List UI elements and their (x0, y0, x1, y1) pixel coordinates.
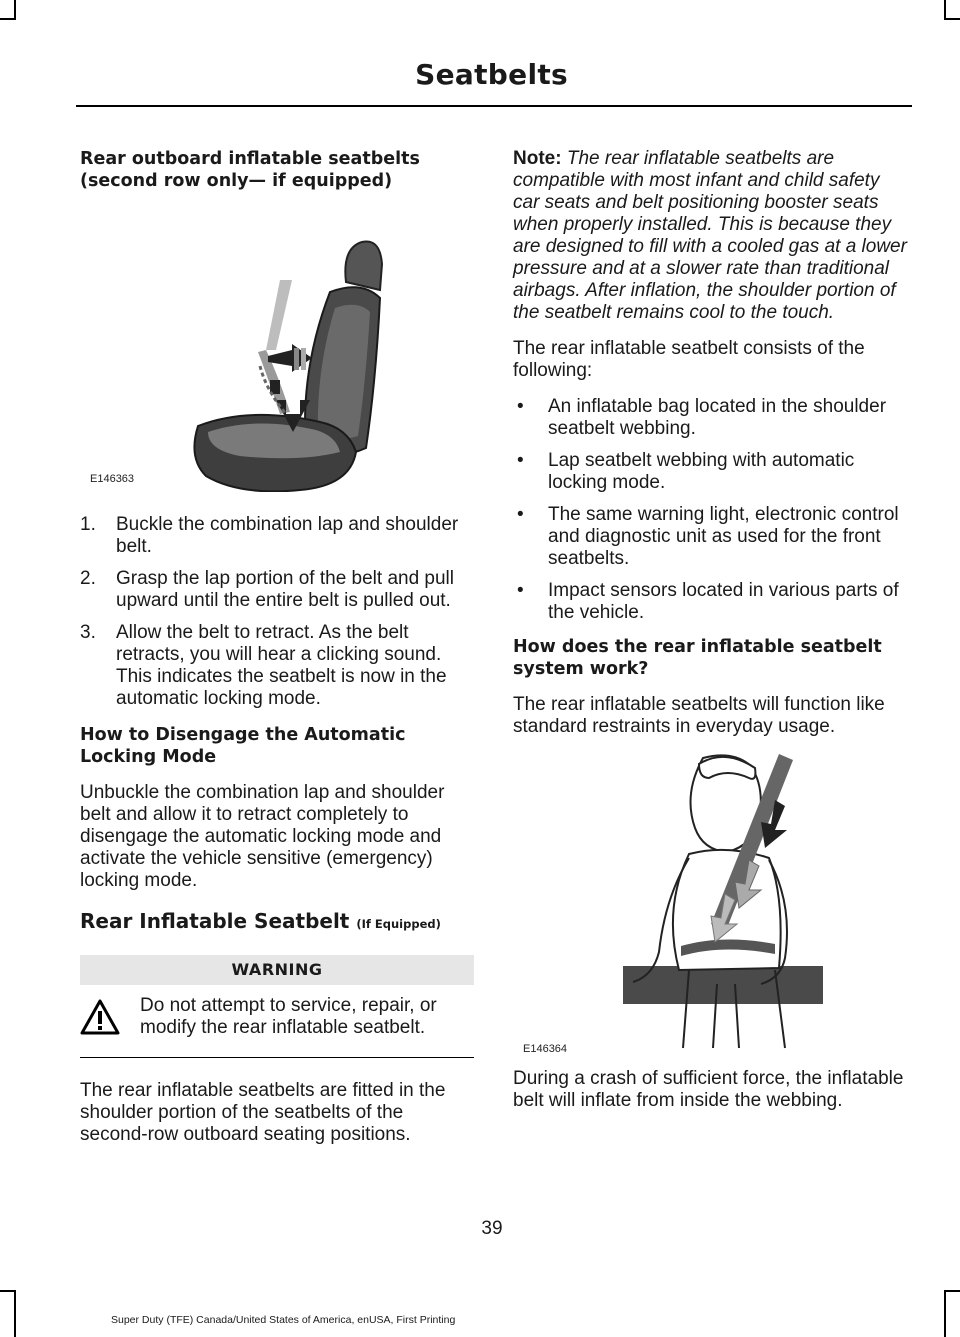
warning-title: WARNING (80, 955, 474, 985)
crash-paragraph: During a crash of sufficient force, the inflatable belt will inflate from inside the webbing. (513, 1068, 904, 1111)
bullet-text: Impact sensors located in various parts of the vehicle. (548, 580, 899, 623)
step-number: 1. (80, 514, 96, 535)
step-number: 3. (80, 622, 96, 643)
page-number: 39 (481, 1218, 503, 1239)
fitted-paragraph: The rear inflatable seatbelts are fitted in the shoulder portion of the seatbelts of the second-row outboard seating positions. (80, 1080, 446, 1145)
bullet: • (517, 580, 524, 601)
crop-mark (0, 1290, 16, 1292)
header-rule (76, 105, 912, 107)
bullet-text: Lap seatbelt webbing with automatic locking mode. (548, 450, 855, 493)
step-text: Grasp the lap portion of the belt and pull upward until the entire belt is pulled out. (116, 568, 455, 611)
step-text: Allow the belt to retract. As the belt retracts, you will hear a clicking sound. This indicates the seatbelt is now in the automatic locking mode. (116, 622, 447, 709)
note-paragraph (513, 148, 907, 324)
bullet-text: The same warning light, electronic control and diagnostic unit as used for the front seatbelts. (548, 504, 899, 569)
section-heading-inflatable: Rear outboard inflatable seatbelts (second row only— if equipped) (80, 149, 420, 191)
list-item (513, 450, 907, 494)
note-text: The rear inflatable seatbelts are compatible with most infant and child safety car seats and belt positioning booster seats when properly installed. This is because they are designed to fill with a cooled gas at a lower pressure and at a slower rate than traditional airbags. After inflation, the shoulder portion of the seatbelt remains cool to the touch. (513, 148, 907, 323)
child-inflatable-belt-icon (513, 748, 907, 1054)
crop-mark (944, 18, 960, 20)
left-column (80, 148, 474, 1160)
bullet-text: An inflatable bag located in the shoulder seatbelt webbing. (548, 396, 887, 439)
section-title-text: Rear Inflatable Seatbelt (80, 909, 350, 933)
consists-paragraph: The rear inflatable seatbelt consists of the following: (513, 338, 865, 381)
page-title: Seatbelts (415, 58, 568, 91)
right-column (513, 148, 907, 1126)
note-label: Note: (513, 148, 562, 169)
figure-label: E146364 (523, 1043, 568, 1055)
section-title-rear-inflatable (80, 908, 474, 937)
warning-box (80, 985, 474, 1058)
footer-text: Super Duty (TFE) Canada/United States of America, enUSA, First Printing (111, 1314, 456, 1326)
bullet: • (517, 450, 524, 471)
seat-illustration (80, 200, 474, 492)
crop-mark (944, 1290, 946, 1337)
steps-list (80, 514, 474, 710)
disengage-paragraph: Unbuckle the combination lap and shoulder belt and allow it to retract completely to disengage the automatic locking mode and activate the vehicle sensitive (emergency) locking mode. (80, 782, 445, 891)
list-item (513, 580, 907, 624)
section-heading-how-works: How does the rear inflatable seatbelt system work? (513, 637, 882, 679)
section-heading-disengage: How to Disengage the Automatic Locking Mode (80, 725, 406, 767)
components-list (513, 396, 907, 624)
list-item (80, 514, 474, 558)
child-illustration (513, 748, 907, 1054)
crop-mark (944, 1290, 960, 1292)
seat-belt-diagram-icon (80, 200, 474, 492)
crop-mark (14, 1290, 16, 1337)
crop-mark (944, 0, 946, 20)
warning-text: Do not attempt to service, repair, or modify the rear inflatable seatbelt. (140, 995, 437, 1038)
crop-mark (14, 0, 16, 20)
bullet: • (517, 504, 524, 525)
list-item (513, 504, 907, 570)
section-title-suffix: (If Equipped) (356, 917, 441, 931)
list-item (513, 396, 907, 440)
crop-mark (0, 18, 16, 20)
function-paragraph: The rear inflatable seatbelts will function like standard restraints in everyday usage. (513, 694, 885, 737)
step-number: 2. (80, 568, 96, 589)
step-text: Buckle the combination lap and shoulder belt. (116, 514, 459, 557)
figure-label: E146363 (90, 473, 135, 485)
warning-triangle-icon (80, 999, 120, 1041)
list-item (80, 568, 474, 612)
bullet: • (517, 396, 524, 417)
list-item (80, 622, 474, 710)
